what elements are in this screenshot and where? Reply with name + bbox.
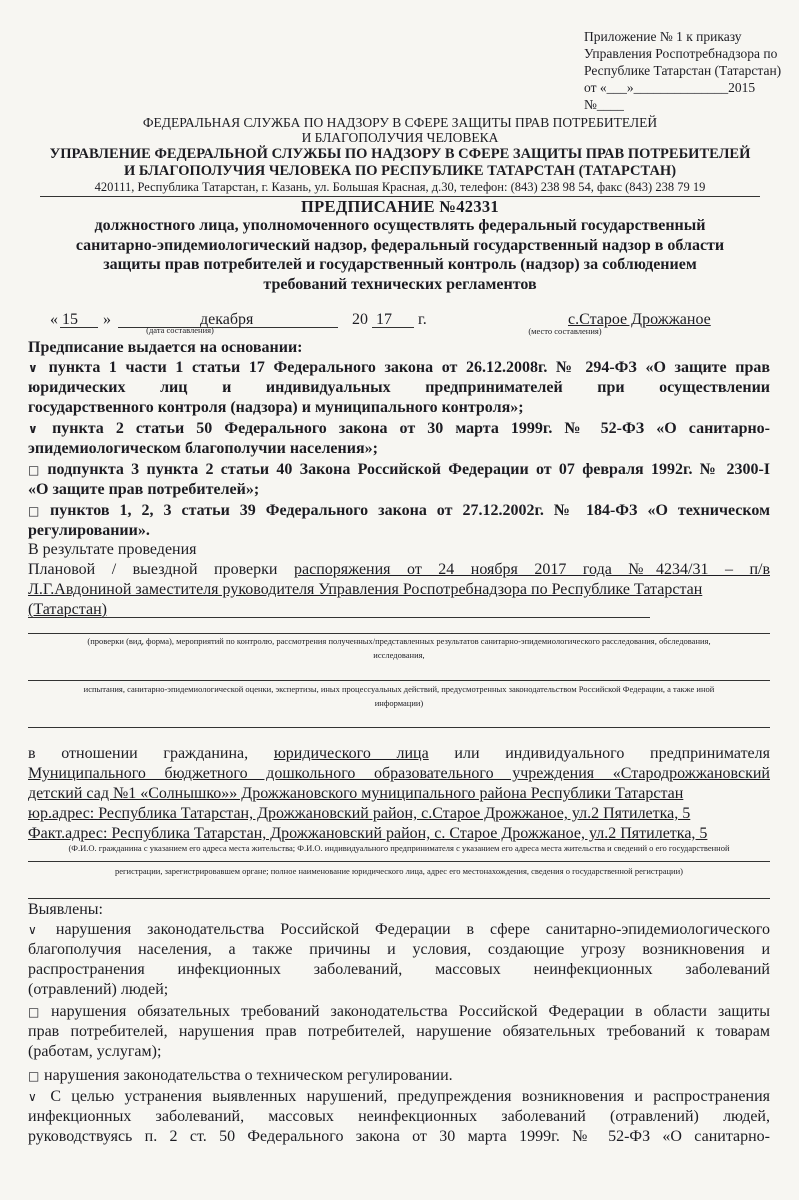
findings-heading: Выявлены: — [28, 901, 103, 918]
fill-line — [28, 617, 650, 618]
date-month: декабря — [200, 311, 254, 328]
grounds-heading: Предписание выдается на основании: — [28, 339, 303, 356]
checkbox-empty-icon: □ — [28, 1005, 40, 1019]
document-title: ПРЕДПИСАНИЕ №42331 — [301, 197, 499, 216]
checkbox-empty-icon: □ — [28, 1069, 40, 1083]
subject-type-selected: юридического лица — [273, 745, 429, 762]
finding-1-line — [28, 920, 770, 940]
ground-2-line — [28, 419, 770, 439]
place-of-issue: с.Старое Дрожжаное — [568, 311, 711, 328]
date-day: 15 — [62, 311, 78, 328]
directive-text: С целью устранения выявленных нарушений, предупреждения возникновения и распространения — [50, 1088, 770, 1105]
subject-alt: или индивидуального предпринимателя — [454, 745, 770, 762]
appendix-line: №____ — [584, 97, 624, 112]
subtitle-line: защиты прав потребителей и государственный контроль (надзор) за соблюдением — [103, 256, 697, 273]
federal-service-line1: ФЕДЕРАЛЬНАЯ СЛУЖБА ПО НАДЗОРУ В СФЕРЕ ЗАЩИТЫ ПРАВ ПОТРЕБИТЕЛЕЙ — [142, 115, 658, 130]
finding-1-line: (отравлений) людей; — [28, 981, 169, 998]
subject-line — [28, 744, 770, 764]
appendix-line: Управления Роспотребнадзора по — [584, 46, 778, 61]
appendix-line: Республике Татарстан (Татарстан) — [584, 63, 782, 78]
finding-3-line — [28, 1066, 770, 1087]
department-line2: И БЛАГОПОЛУЧИЯ ЧЕЛОВЕКА ПО РЕСПУБЛИКЕ ТАТАРСТАН (ТАТАРСТАН) — [123, 163, 677, 179]
result-caption — [28, 684, 770, 709]
finding-1-line: благополучия населения, а также причины и условия, создающие угрозу возникновения и — [28, 941, 770, 958]
appendix-line: Приложение № 1 к приказу — [584, 29, 742, 44]
date-year-suffix: г. — [418, 311, 427, 328]
date-open-quote: « — [50, 311, 58, 328]
date-year: 17 — [376, 311, 392, 328]
caption-line: информации) — [374, 698, 424, 708]
result-line: (Татарстан) — [28, 601, 107, 618]
ground-1-line: государственного контроля (надзора) и муниципального контроля»; — [28, 399, 524, 416]
subject-intro: в отношении гражданина, — [28, 745, 249, 762]
directive-line: руководствуясь п. 2 ст. 50 Федерального закона от 30 марта 1999г. № 52-ФЗ «О санитарно- — [28, 1128, 770, 1145]
checkbox-empty-icon: □ — [28, 504, 40, 518]
date-year-prefix: 20 — [352, 311, 368, 328]
finding-1-line: распространения инфекционных заболеваний, массовых неинфекционных заболеваний — [28, 961, 770, 978]
ground-3-line: «О защите прав потребителей»; — [28, 481, 260, 498]
federal-service-line2: И БЛАГОПОЛУЧИЯ ЧЕЛОВЕКА — [301, 130, 499, 145]
subject-caption: (Ф.И.О. гражданина с указанием его адреса места жительства; Ф.И.О. индивидуального предпринимателя с указанием его адреса места жительства и сведений о его государственной — [68, 843, 730, 853]
fill-line — [28, 633, 770, 634]
ground-4-line — [28, 501, 770, 521]
organization-name: Муниципального бюджетного дошкольного образовательного учреждения «Стародрожжановский — [28, 765, 770, 782]
department-address: 420111, Республика Татарстан, г. Казань, ул. Большая Красная, д.30, телефон: (843) 238 98 54, факс (843) 238 79 19 — [94, 180, 706, 194]
finding-2-line: (работам, услугам); — [28, 1043, 162, 1060]
appendix-line: от «___»______________2015 — [584, 80, 756, 95]
subtitle-line: должностного лица, уполномоченного осуществлять федеральный государственный — [94, 217, 706, 234]
caption-line: исследования, — [373, 650, 425, 660]
fill-line — [28, 898, 770, 899]
result-caption — [28, 636, 770, 661]
ground-2-text: пункта 2 статьи 50 Федерального закона от 30 марта 1999г. № 52-ФЗ «О санитарно- — [52, 420, 770, 437]
directive-line: инфекционных заболеваний, массовых неинфекционных заболеваний (отравлений) людей, — [28, 1108, 770, 1125]
finding-2-line: прав потребителей, нарушения прав потребителей, нарушение обязательных требований к товарам — [28, 1023, 770, 1040]
ground-3-text: подпункта 3 пункта 2 статьи 40 Закона Российской Федерации от 07 февраля 1992г. № 2300-I — [47, 461, 770, 478]
subject-caption: регистрации, зарегистрировавшем органе; полное наименование юридического лица, адрес его местонахождения, сведения о государственной регистрации) — [115, 866, 683, 876]
finding-2-text: нарушения обязательных требований законодательства Российской Федерации в области защиты — [50, 1003, 770, 1020]
ground-4-text: пунктов 1, 2, 3 статьи 39 Федерального закона от 27.12.2002г. № 184-ФЗ «О техническом — [50, 502, 770, 519]
finding-3-text: нарушения законодательства о техническом регулировании. — [44, 1067, 453, 1084]
caption-line: испытания, санитарно-эпидемиологической оценки, экспертизы, иных процессуальных действий, предусмотренных законодательством Российской Федерации, а также иной — [83, 684, 715, 694]
day-underline — [60, 327, 98, 328]
result-line: Л.Г.Авдониной заместителя руководителя Управления Роспотребнадзора по Республике Татарстан — [28, 581, 703, 598]
ground-2-line: эпидемиологическом благополучии населения»; — [28, 440, 378, 457]
order-reference: распоряжения от 24 ноября 2017 года №4234/31 – п/в — [293, 561, 770, 578]
year-underline — [372, 327, 414, 328]
result-line — [28, 560, 770, 580]
checkbox-empty-icon: □ — [28, 463, 40, 477]
place-caption: (место составления) — [528, 326, 602, 336]
fill-line — [28, 861, 770, 862]
department-line1: УПРАВЛЕНИЕ ФЕДЕРАЛЬНОЙ СЛУЖБЫ ПО НАДЗОРУ В СФЕРЕ ЗАЩИТЫ ПРАВ ПОТРЕБИТЕЛЕЙ — [49, 146, 751, 162]
ground-1-line — [28, 358, 770, 378]
check-mark-icon: ∨ — [28, 361, 38, 375]
check-mark-icon: ∨ — [28, 1090, 37, 1104]
ground-1-line: юридических лиц и индивидуальных предпринимателей при осуществлении — [28, 379, 770, 396]
subtitle-line: требований технических регламентов — [263, 275, 537, 293]
ground-1-text: пункта 1 части 1 статьи 17 Федерального закона от 26.12.2008г. № 294-ФЗ «О защите прав — [48, 359, 770, 376]
ground-4-line: регулировании». — [28, 522, 150, 539]
date-caption: (дата составления) — [146, 325, 214, 335]
document-subtitle — [40, 216, 760, 294]
date-close-quote: » — [103, 311, 111, 328]
ground-3-line — [28, 460, 770, 480]
result-intro: В результате проведения — [28, 541, 197, 558]
appendix-note — [584, 28, 794, 113]
directive-line — [28, 1087, 770, 1107]
subtitle-line: санитарно-эпидемиологический надзор, федеральный государственный надзор в области — [75, 236, 725, 254]
caption-line: (проверки (вид, форма), мероприятий по контролю, рассмотрения полученных/представленных результатов санитарно-эпидемиологического расследования, обследования, — [87, 636, 711, 646]
organization-name: детский сад №1 «Солнышко»» Дрожжановского муниципального района Республики Татарстан — [28, 785, 684, 802]
fill-line — [28, 680, 770, 681]
legal-address: юр.адрес: Республика Татарстан, Дрожжановский район, с.Старое Дрожжаное, ул.2 Пятилетка, 5 — [28, 805, 691, 822]
inspection-type: Плановой / выездной проверки — [28, 561, 278, 578]
check-mark-icon: ∨ — [28, 422, 38, 436]
fill-line — [28, 727, 770, 728]
finding-1-text: нарушения законодательства Российской Федерации в сфере санитарно-эпидемиологического — [55, 921, 770, 938]
actual-address: Факт.адрес: Республика Татарстан, Дрожжановский район, с. Старое Дрожжаное, ул.2 Пятилетка, 5 — [28, 825, 708, 842]
finding-2-line — [28, 1002, 770, 1022]
check-mark-icon: ∨ — [28, 923, 37, 937]
